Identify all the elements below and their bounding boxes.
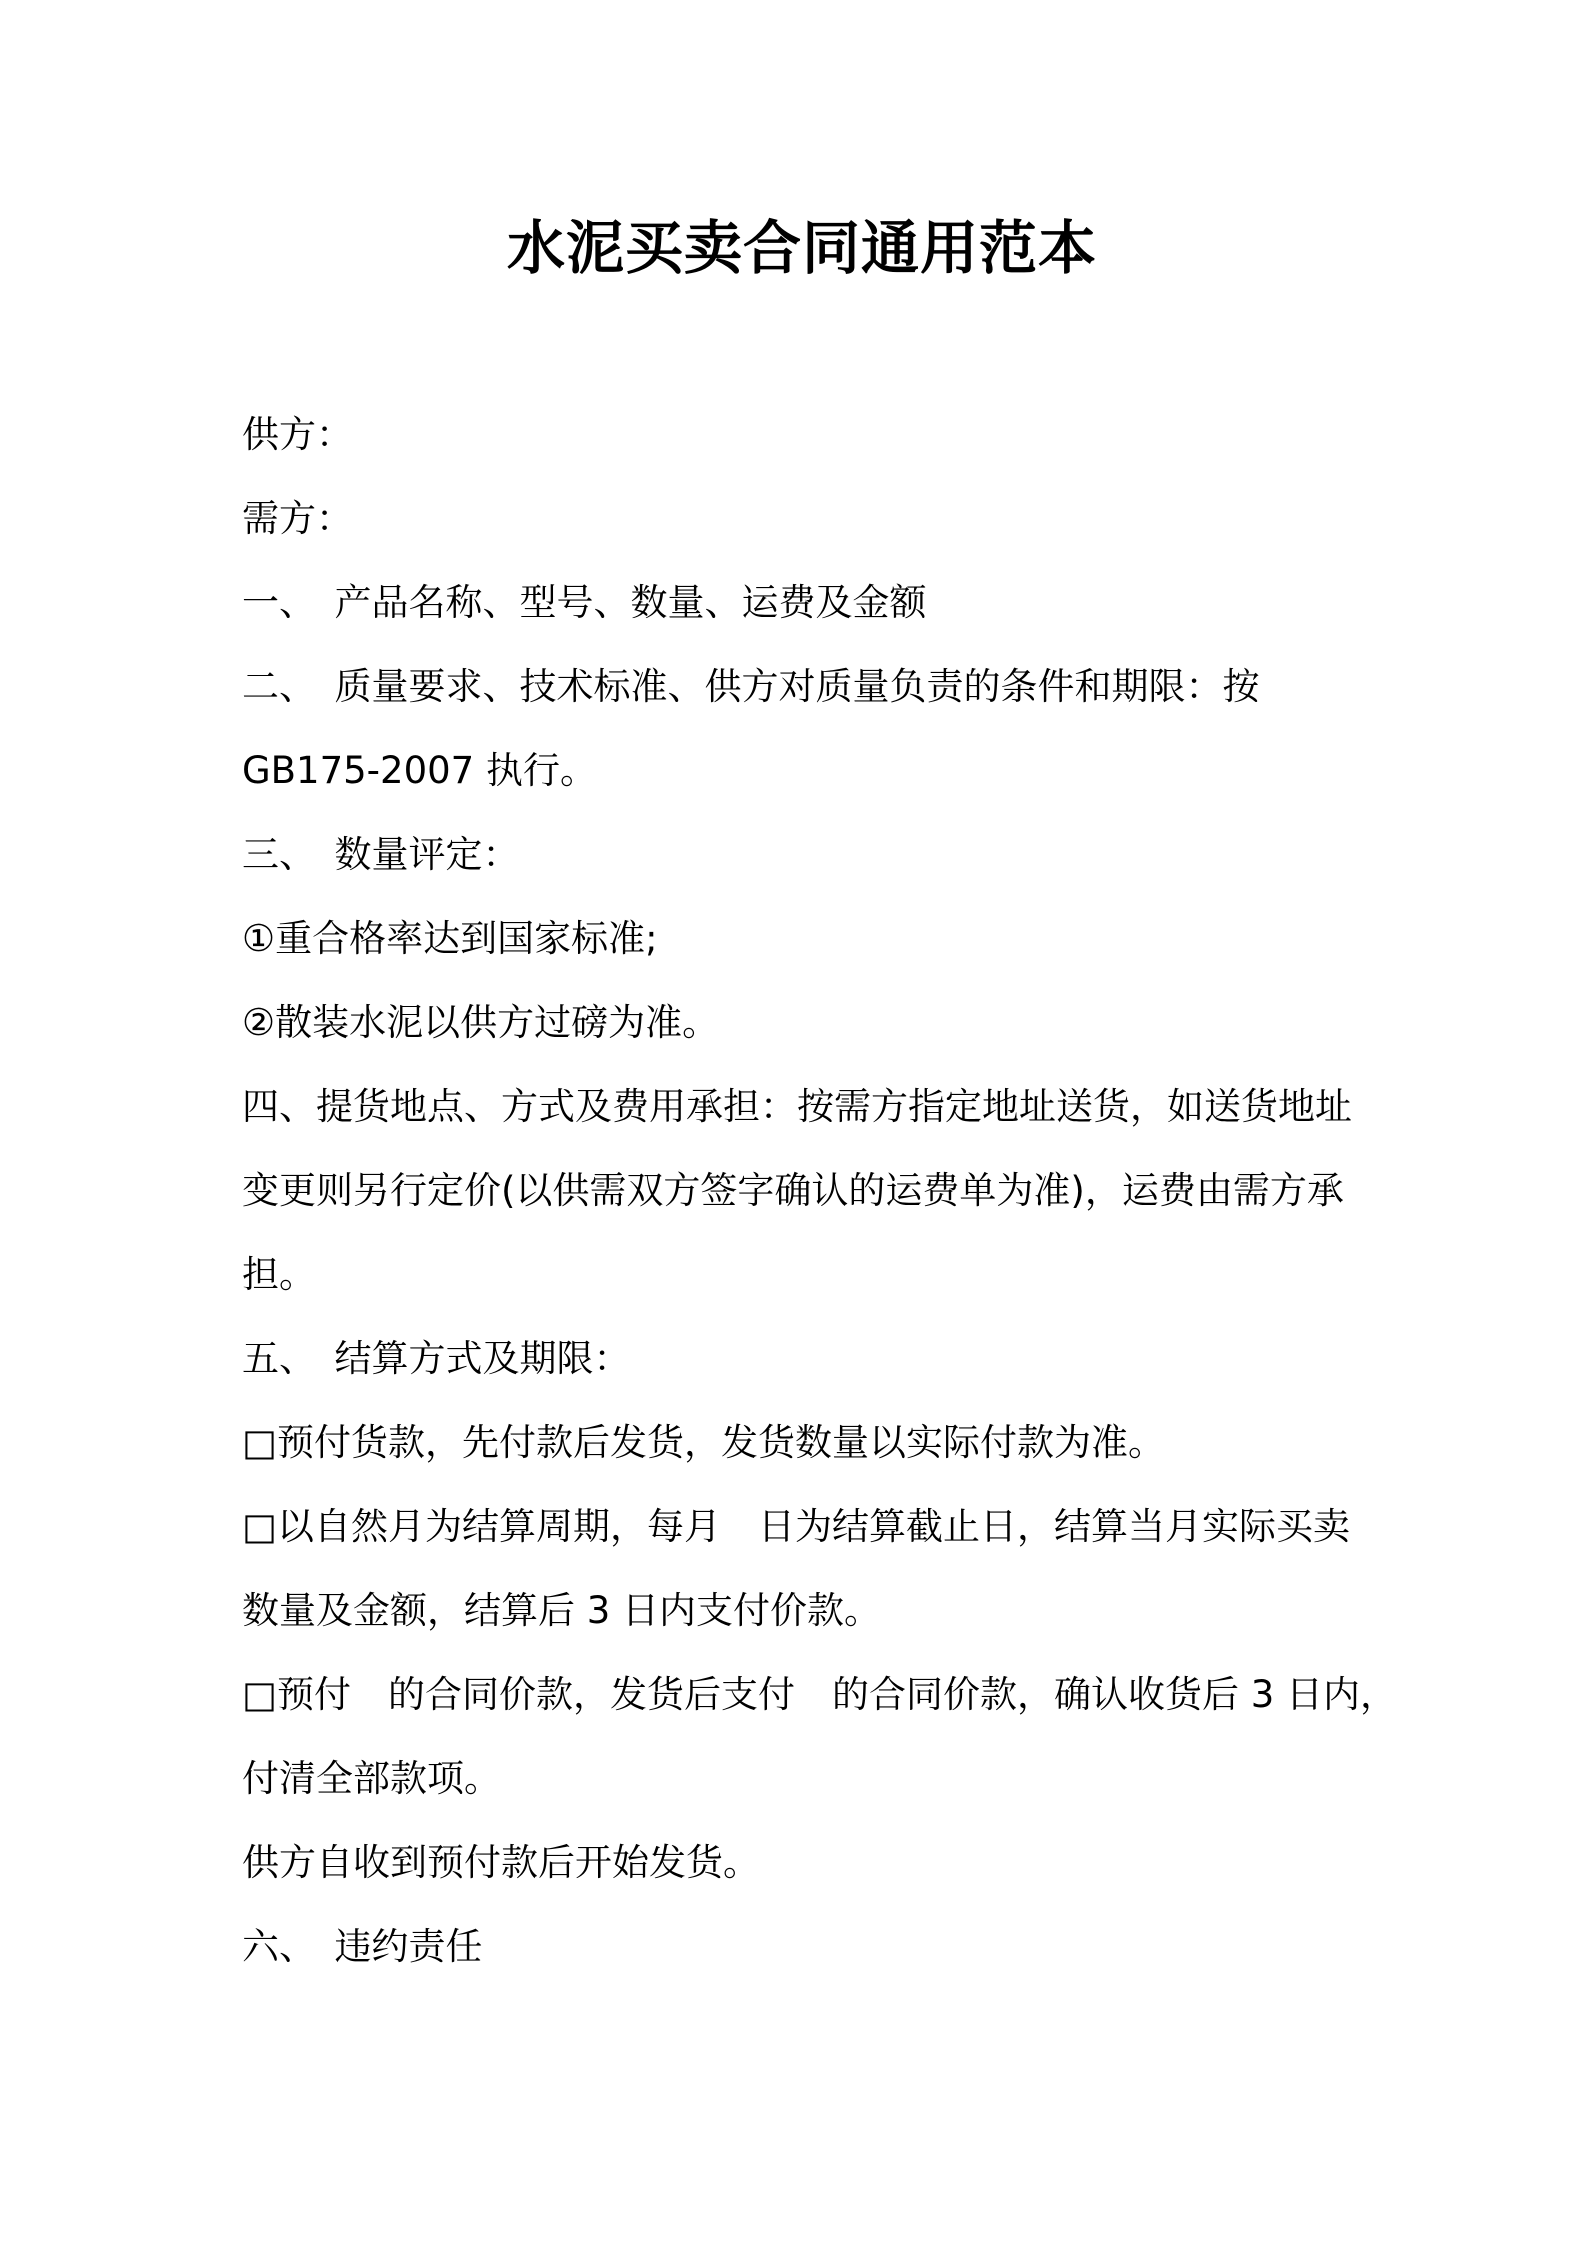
buyer-line: 需方： <box>242 497 353 540</box>
section-6-heading: 六、 违约责任 <box>242 1925 483 1968</box>
section-3-heading: 三、 数量评定： <box>242 833 520 876</box>
section-4-text-line-3: 担。 <box>242 1253 316 1296</box>
section-3-item-2: ②散装水泥以供方过磅为准。 <box>242 1001 720 1044</box>
contract-body <box>242 393 1398 1989</box>
section-2-standard-line: GB175-2007 执行。 <box>242 749 597 792</box>
document-title: 水泥买卖合同通用范本 <box>506 214 1097 282</box>
section-2-heading: 二、 质量要求、技术标准、供方对质量负责的条件和期限：按 <box>242 665 1260 708</box>
delivery-start-note: 供方自收到预付款后开始发货。 <box>242 1841 760 1884</box>
option-monthly-settlement-line-1: □以自然月为结算周期，每月 日为结算截止日，结算当月实际买卖 <box>242 1505 1350 1548</box>
section-5-heading: 五、 结算方式及期限： <box>242 1337 631 1380</box>
section-4-text-line-1: 四、提货地点、方式及费用承担：按需方指定地址送货，如送货地址 <box>242 1085 1352 1128</box>
section-4-text-line-2: 变更则另行定价(以供需双方签字确认的运费单为准)，运费由需方承 <box>242 1169 1344 1212</box>
section-3-item-1: ①重合格率达到国家标准; <box>242 917 658 960</box>
option-prepay-line: □预付货款，先付款后发货，发货数量以实际付款为准。 <box>242 1421 1165 1464</box>
option-monthly-settlement-line-2: 数量及金额，结算后 3 日内支付价款。 <box>242 1589 882 1632</box>
supplier-line: 供方： <box>242 413 353 456</box>
option-partial-prepay-line-1: □预付 的合同价款，发货后支付 的合同价款，确认收货后 3 日内， <box>242 1673 1398 1716</box>
section-1-heading: 一、 产品名称、型号、数量、运费及金额 <box>242 581 927 624</box>
option-partial-prepay-line-2: 付清全部款项。 <box>242 1757 501 1800</box>
